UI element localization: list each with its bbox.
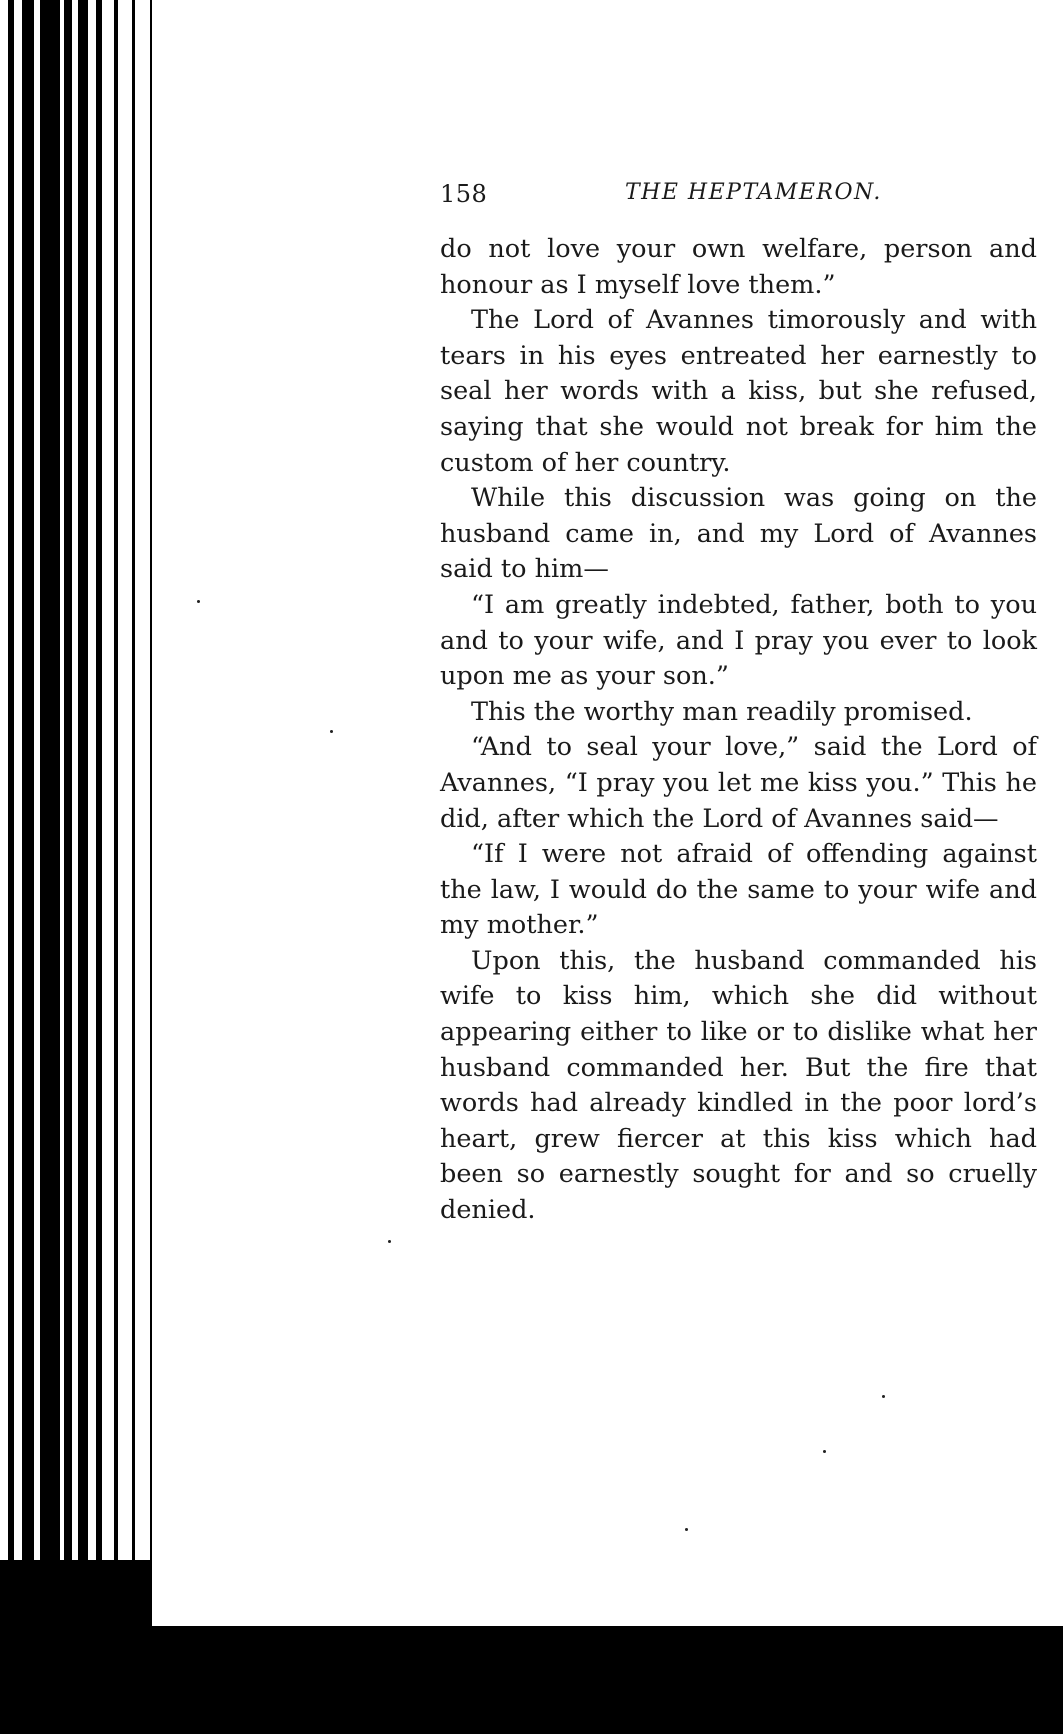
scan-speck <box>823 1450 826 1453</box>
scanned-gutter <box>0 0 170 1630</box>
scan-speck <box>882 1395 885 1398</box>
paragraph: do not love your own welfare, person and honour as I myself love them.” <box>440 234 1037 300</box>
paragraph: Upon this, the husband commanded his wife to kiss him, which she did without appearing either to like or to dislike what her husband commanded her. But the fire that words had already kindled in the poor lord’s heart, grew fiercer at this kiss which had been so earnestly sought for and so cruelly denied. <box>440 945 1037 1226</box>
paragraph: “If I were not afraid of offending against the law, I would do the same to your wife and my mother.” <box>440 839 1037 941</box>
scan-speck <box>388 1240 391 1243</box>
paragraph: “And to seal your love,” said the Lord of Avannes, “I pray you let me kiss you.” This he did, after which the Lord of Avannes said— <box>440 732 1037 834</box>
scan-speck <box>197 600 200 603</box>
paragraph: The Lord of Avannes timorously and with tears in his eyes entreated her earnestly to seal her words with a kiss, but she refused, saying that she would not break for him the custom of her country. <box>440 305 1037 478</box>
running-title: THE HEPTAMERON. <box>625 180 882 205</box>
paragraph: While this discussion was going on the husband came in, and my Lord of Avannes said to him— <box>440 483 1037 585</box>
scan-speck <box>685 1528 688 1531</box>
paragraph: “I am greatly indebted, father, both to you and to your wife, and I pray you ever to look upon me as your son.” <box>440 589 1037 692</box>
scan-bottom-band <box>0 1626 1063 1734</box>
page-header <box>440 180 1040 220</box>
scan-speck <box>330 730 333 733</box>
body-text <box>440 232 1037 1229</box>
page-number: 158 <box>440 180 488 208</box>
paragraph: This the worthy man readily promised. <box>471 696 973 727</box>
